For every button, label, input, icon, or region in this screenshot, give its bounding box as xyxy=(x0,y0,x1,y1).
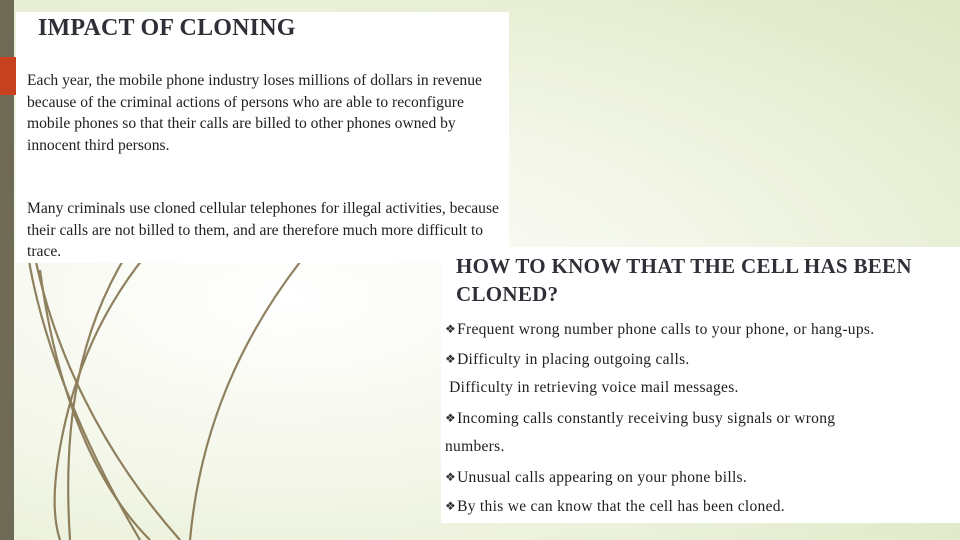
diamond-bullet-icon: ❖ xyxy=(445,411,457,425)
impact-paragraph-1: Each year, the mobile phone industry loses millions of dollars in revenue because of the criminal actions of persons who are able to reconfigure mobile phones so that their calls are billed to other phones owned by innocent third persons. xyxy=(27,72,482,154)
list-item: ❖Unusual calls appearing on your phone bills. xyxy=(445,469,748,486)
list-item: numbers. xyxy=(445,438,505,455)
diamond-bullet-icon: ❖ xyxy=(445,499,457,513)
list-item: ❖Difficulty in placing outgoing calls. xyxy=(445,351,690,368)
diamond-bullet-icon: ❖ xyxy=(445,322,457,336)
impact-paragraph-2: Many criminals use cloned cellular telephones for illegal activities, because their calls are not billed to them, and are therefore much more difficult to trace. xyxy=(27,200,499,260)
diamond-bullet-icon: ❖ xyxy=(445,470,457,484)
diamond-bullet-icon: ❖ xyxy=(445,352,457,366)
list-item: ❖By this we can know that the cell has been cloned. xyxy=(445,498,785,515)
list-item: ❖Frequent wrong number phone calls to your phone, or hang-ups. xyxy=(445,321,875,338)
signs-title: HOW TO KNOW THAT THE CELL HAS BEEN CLONED? xyxy=(456,254,912,306)
signs-panel xyxy=(441,247,960,523)
impact-panel xyxy=(16,12,509,263)
list-item: ❖Incoming calls constantly receiving busy signals or wrong xyxy=(445,410,836,427)
list-item: Difficulty in retrieving voice mail messages. xyxy=(445,379,739,396)
impact-title: IMPACT OF CLONING xyxy=(38,15,296,41)
